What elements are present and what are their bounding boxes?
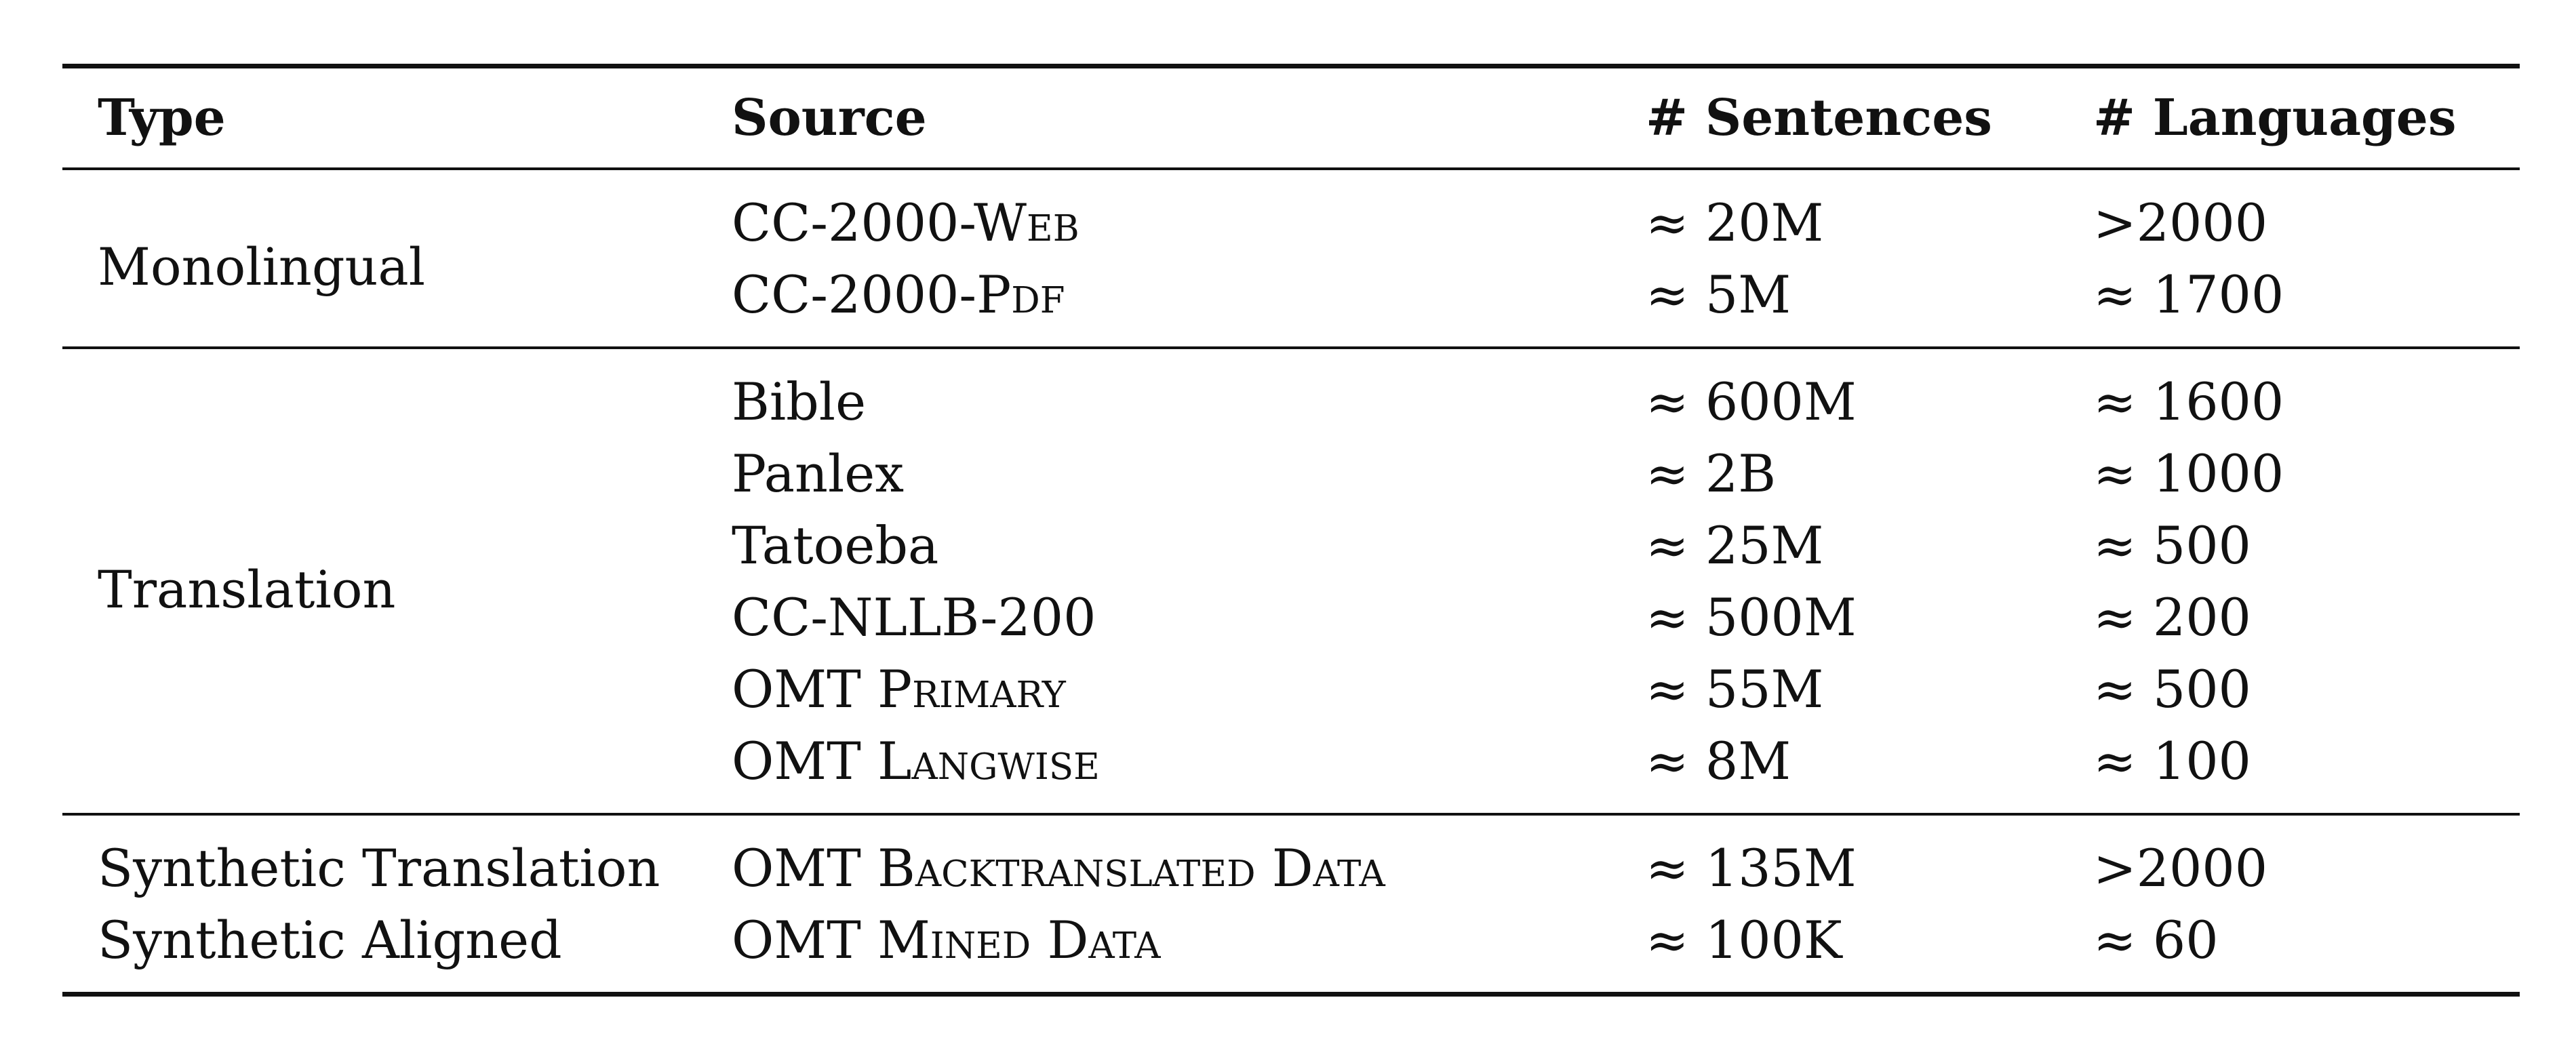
source-cell: Bible	[732, 371, 867, 432]
header-source: Source	[732, 89, 927, 147]
type-cell: Synthetic Translation	[98, 837, 660, 898]
languages-cell: ≈ 500	[2093, 515, 2251, 576]
type-cell: Monolingual	[98, 236, 426, 297]
languages-cell: >2000	[2093, 837, 2268, 898]
source-cell: OMT Backtranslated Data	[732, 837, 1385, 898]
source-cell: OMT Primary	[732, 658, 1066, 719]
languages-cell: ≈ 1700	[2093, 264, 2284, 325]
group-monolingual	[62, 169, 2520, 348]
source-cell: CC-NLLB-200	[732, 586, 1096, 647]
header-languages: # Languages	[2093, 89, 2457, 147]
header-sentences: # Sentences	[1646, 89, 1992, 147]
data-table-container	[62, 64, 2520, 997]
sentences-cell: ≈ 25M	[1646, 515, 1824, 576]
sentences-cell: ≈ 2B	[1646, 443, 1777, 504]
sentences-cell: ≈ 20M	[1646, 192, 1824, 253]
table-row	[62, 348, 2520, 437]
sentences-cell: ≈ 55M	[1646, 658, 1824, 719]
sentences-cell: ≈ 135M	[1646, 837, 1857, 898]
sentences-cell: ≈ 5M	[1646, 264, 1791, 325]
source-cell: Tatoeba	[732, 515, 939, 576]
table-row	[62, 814, 2520, 904]
table-row	[62, 904, 2520, 995]
group-translation	[62, 348, 2520, 814]
header-type: Type	[98, 89, 226, 147]
languages-cell: ≈ 100	[2093, 730, 2251, 791]
sentences-cell: ≈ 100K	[1646, 909, 1842, 970]
table-row	[62, 169, 2520, 258]
languages-cell: ≈ 500	[2093, 658, 2251, 719]
type-cell: Translation	[98, 559, 396, 620]
languages-cell: ≈ 1000	[2093, 443, 2284, 504]
languages-cell: ≈ 60	[2093, 909, 2219, 970]
source-cell: Panlex	[732, 443, 905, 504]
group-synthetic	[62, 814, 2520, 995]
sentences-cell: ≈ 500M	[1646, 586, 1857, 647]
languages-cell: >2000	[2093, 192, 2268, 253]
header-row	[62, 66, 2520, 169]
sentences-cell: ≈ 600M	[1646, 371, 1857, 432]
languages-cell: ≈ 1600	[2093, 371, 2284, 432]
languages-cell: ≈ 200	[2093, 586, 2251, 647]
source-cell: OMT Langwise	[732, 730, 1100, 791]
source-cell: CC-2000-Web	[732, 192, 1079, 253]
type-cell: Synthetic Aligned	[98, 909, 562, 970]
sentences-cell: ≈ 8M	[1646, 730, 1791, 791]
dataset-table	[62, 64, 2520, 997]
table-header	[62, 66, 2520, 169]
source-cell: OMT Mined Data	[732, 909, 1161, 970]
source-cell: CC-2000-Pdf	[732, 264, 1065, 325]
